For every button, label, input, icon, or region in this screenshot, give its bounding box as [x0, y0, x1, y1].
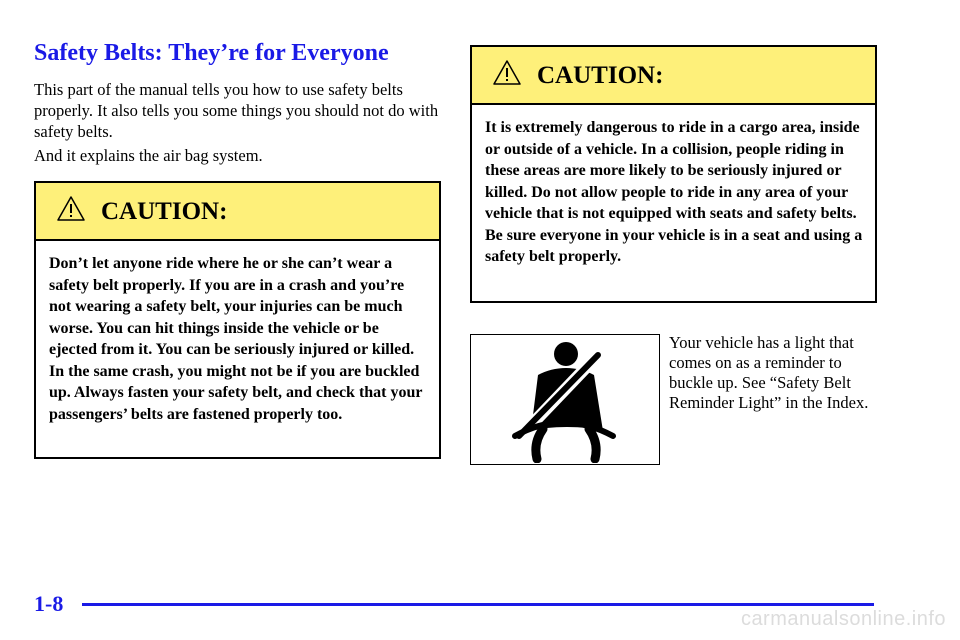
seat-belt-reminder-figure [470, 334, 660, 465]
caution-box-riding [34, 181, 441, 459]
footer-rule [82, 603, 874, 606]
page-number: 1-8 [34, 591, 64, 616]
watermark: carmanualsonline.info [740, 608, 946, 630]
intro-paragraph-2: And it explains the air bag system. [34, 146, 263, 165]
caution-text: It is extremely dangerous to ride in a cargo area, inside or outside of a vehicle. In a collision, people riding in these areas are more likely to be seriously injured or killed. Do not allow people to ride in any area of your vehicle that is not equipped with seats and safety belts. Be sure everyone in your vehicle is in a seat and using a safety belt properly. [485, 119, 863, 265]
caution-header [36, 183, 439, 241]
caution-text: Don’t let anyone ride where he or she can’t wear a safety belt properly. If you are in a crash and you’re not wearing a safety belt, your injuries can be much worse. You can hit things inside the vehicle or be ejected from it. You can be seriously injured or killed. In the same crash, you might not be if you are buckled up. Always fasten your safety belt, and check that your passengers’ belts are fastened properly too. [49, 255, 423, 423]
intro-paragraph: This part of the manual tells you how to use safety belts properly. It also tells you some things you should not do with safety belts. [34, 80, 439, 141]
caution-box-cargo [470, 45, 877, 303]
page-title: Safety Belts: They’re for Everyone [34, 40, 389, 66]
warning-triangle-icon [492, 59, 522, 86]
caution-label: CAUTION: [101, 198, 228, 225]
reminder-text: Your vehicle has a light that comes on as a reminder to buckle up. See “Safety Belt Reminder Light” in the Index. [669, 333, 869, 412]
warning-triangle-icon [56, 195, 86, 222]
seat-belt-reminder-icon [471, 335, 658, 463]
caution-label: CAUTION: [537, 62, 664, 89]
caution-header [472, 47, 875, 105]
